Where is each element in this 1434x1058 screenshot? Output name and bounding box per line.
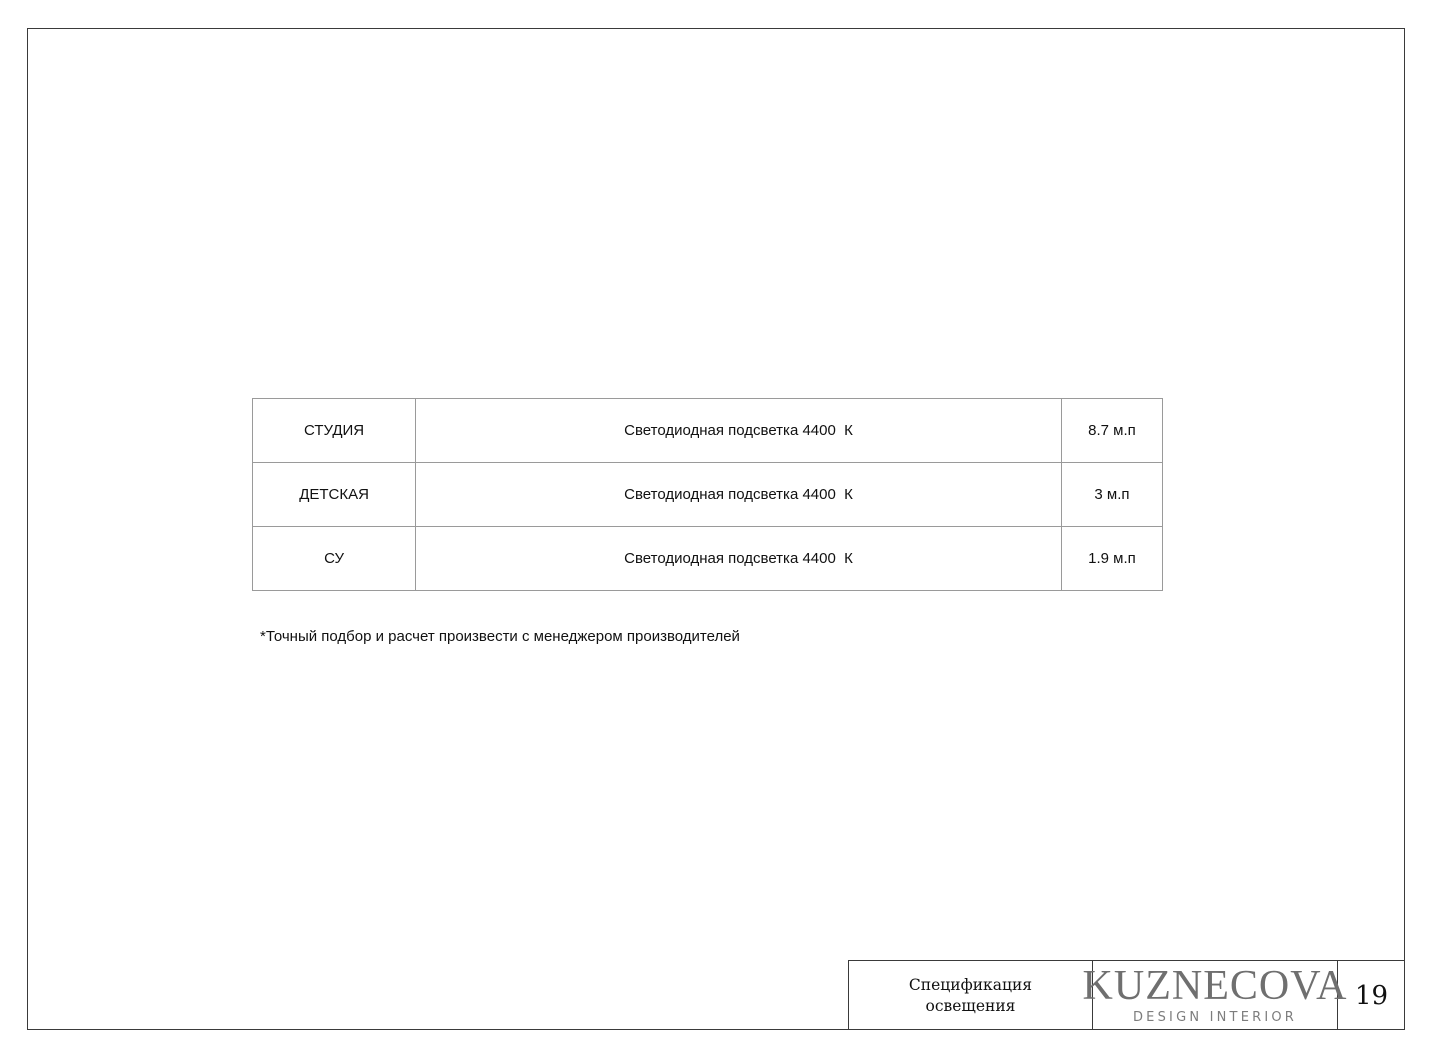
quantity-cell: 8.7 м.п — [1061, 399, 1162, 463]
sheet-title — [849, 961, 1093, 1030]
table-row — [253, 527, 1163, 591]
company-logo — [1082, 961, 1348, 1030]
table-row — [253, 399, 1163, 463]
logo-tagline: DESIGN INTERIOR — [1132, 1010, 1298, 1025]
item-cell: Светодиодная подсветка 4400 К — [416, 463, 1062, 527]
page-number: 19 — [1354, 980, 1389, 1011]
room-cell: СУ — [253, 527, 416, 591]
table-row — [253, 463, 1163, 527]
lighting-spec-table — [252, 398, 1163, 591]
quantity-cell: 3 м.п — [1061, 463, 1162, 527]
item-cell: Светодиодная подсветка 4400 К — [416, 527, 1062, 591]
quantity-cell: 1.9 м.п — [1061, 527, 1162, 591]
logo-wordmark: KUZNECOVA — [1082, 963, 1348, 1009]
sheet-title-line2: освещения — [925, 996, 1016, 1015]
title-block — [848, 960, 1405, 1030]
item-cell: Светодиодная подсветка 4400 К — [416, 399, 1062, 463]
room-cell: ДЕТСКАЯ — [253, 463, 416, 527]
footnote: *Точный подбор и расчет произвести с менеджером производителей — [260, 628, 740, 645]
sheet-title-line1: Спецификация — [908, 975, 1033, 994]
room-cell: СТУДИЯ — [253, 399, 416, 463]
